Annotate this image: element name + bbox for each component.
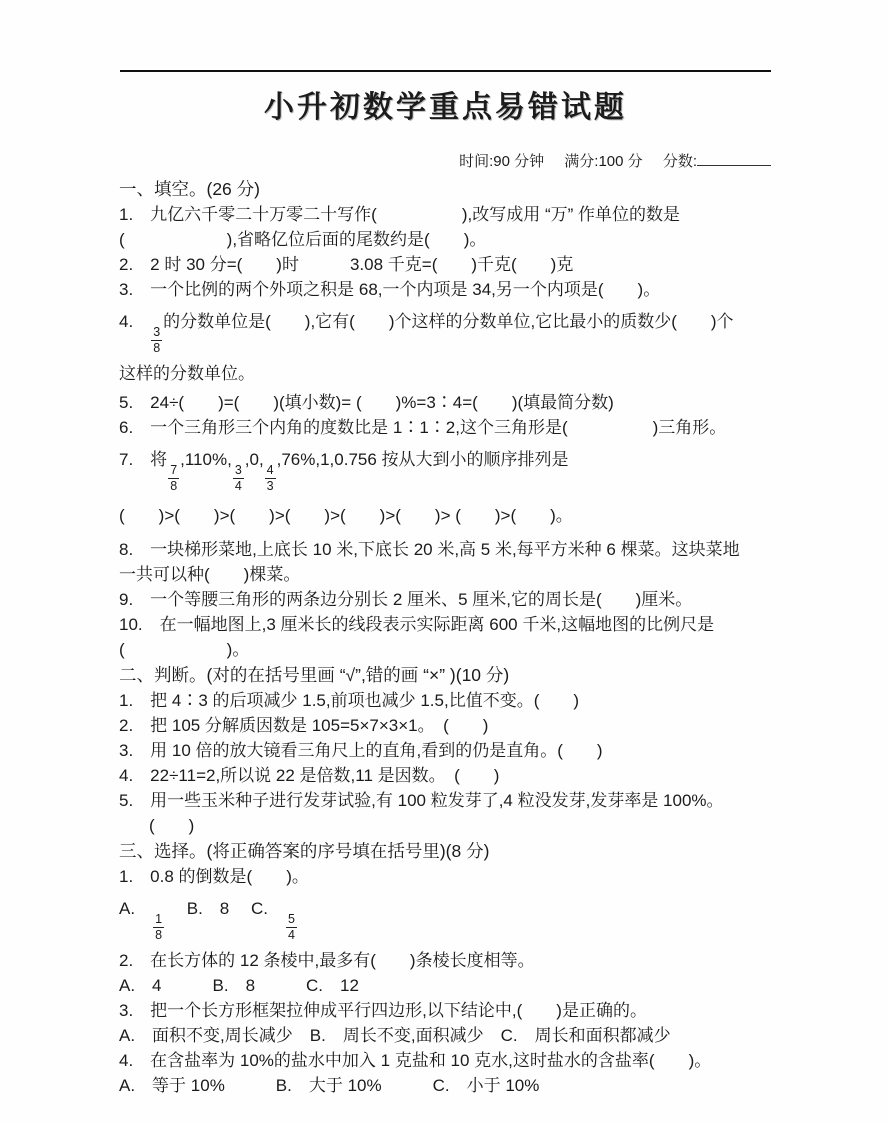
fraction: $\frac{5}{4}$	[287, 912, 295, 942]
score-label: 分数:	[662, 153, 697, 170]
fraction: $\frac{7}{8}$	[170, 463, 178, 493]
full-score-label: 满分:100 分	[564, 153, 643, 170]
choice-q4-options: A. 等于 10% B. 大于 10% C. 小于 10%	[119, 1076, 540, 1095]
fraction: $\frac{3}{4}$	[234, 463, 242, 493]
choice-q2-options: A. 4 B. 8 C. 12	[119, 976, 359, 995]
fill-q9: 9. 一个等腰三角形的两条边分别长 2 厘米、5 厘米,它的周长是( )厘米。	[119, 590, 693, 609]
exam-meta	[120, 150, 771, 171]
exam-body	[119, 176, 787, 1098]
judge-q4: 4. 22÷11=2,所以说 22 是倍数,11 是因数。 ( )	[119, 766, 500, 785]
fraction: $\frac{4}{3}$	[266, 463, 274, 493]
fill-q2: 2. 2 时 30 分=( )时 3.08 千克=( )千克( )克	[119, 255, 574, 274]
fill-q5: 5. 24÷( )=( )(填小数)= ( )%=3∶4=( )(填最简分数)	[119, 393, 614, 412]
fill-q4-line2: 这样的分数单位。	[119, 364, 255, 383]
score-blank	[697, 151, 771, 166]
page-title: 小升初数学重点易错试题	[264, 91, 627, 124]
fill-q7-line1: 7. 将 $\frac{7}{8}$ ,110%, $\frac{3}{4}$ ,0, $\frac{4}{3}$ ,76%,1,0.756 按从大到小的顺序排列是	[119, 450, 569, 493]
choice-q1-options: A. $\frac{1}{8}$ B. 8 C. $\frac{5}{4}$	[119, 899, 295, 942]
fill-q10-line2: ( )。	[119, 640, 250, 659]
fill-q1-line1: 1. 九亿六千零二十万零二十写作( ),改写成用 “万” 作单位的数是	[119, 205, 680, 224]
choice-q4: 4. 在含盐率为 10%的盐水中加入 1 克盐和 10 克水,这时盐水的含盐率( )。	[119, 1051, 712, 1070]
choice-q2: 2. 在长方体的 12 条棱中,最多有( )条棱长度相等。	[119, 951, 535, 970]
judge-q5-line1: 5. 用一些玉米种子进行发芽试验,有 100 粒发芽了,4 粒没发芽,发芽率是 100%。	[119, 791, 724, 810]
fill-q1-line2: ( ),省略亿位后面的尾数约是( )。	[119, 230, 487, 249]
fill-q6: 6. 一个三角形三个内角的度数比是 1∶1∶2,这个三角形是( )三角形。	[119, 418, 727, 437]
section-fill-heading: 一、填空。(26 分)	[119, 179, 260, 199]
fill-q10-line1: 10. 在一幅地图上,3 厘米长的线段表示实际距离 600 千米,这幅地图的比例尺是	[119, 615, 715, 634]
section-judge-heading: 二、判断。(对的在括号里画 “√”,错的画 “×” )(10 分)	[119, 665, 510, 685]
judge-q1: 1. 把 4∶3 的后项减少 1.5,前项也减少 1.5,比值不变。( )	[119, 691, 580, 710]
header-divider	[120, 70, 771, 72]
choice-q3: 3. 把一个长方形框架拉伸成平行四边形,以下结论中,( )是正确的。	[119, 1001, 647, 1020]
time-label: 时间:90 分钟	[459, 153, 545, 170]
fraction: $\frac{1}{8}$	[155, 912, 163, 942]
fill-q8-line1: 8. 一块梯形菜地,上底长 10 米,下底长 20 米,高 5 米,每平方米种 6 棵菜。这块菜地	[119, 540, 740, 559]
section-choice-heading: 三、选择。(将正确答案的序号填在括号里)(8 分)	[119, 841, 490, 861]
choice-q3-options: A. 面积不变,周长减少 B. 周长不变,面积减少 C. 周长和面积都减少	[119, 1026, 671, 1045]
judge-q3: 3. 用 10 倍的放大镜看三角尺上的直角,看到的仍是直角。( )	[119, 741, 603, 760]
fill-q7-answer-blanks: ( )>( )>( )>( )>( )>( )> ( )>( )。	[119, 506, 573, 525]
fill-q3: 3. 一个比例的两个外项之积是 68,一个内项是 34,另一个内项是( )。	[119, 280, 661, 299]
choice-q1: 1. 0.8 的倒数是( )。	[119, 867, 309, 886]
judge-q5-answer: ( )	[149, 816, 195, 835]
fill-q8-line2: 一共可以种( )棵菜。	[119, 565, 301, 584]
judge-q2: 2. 把 105 分解质因数是 105=5×7×3×1。 ( )	[119, 716, 489, 735]
fraction: $\frac{3}{8}$	[153, 325, 161, 355]
fill-q4-line1: 4. $\frac{3}{8}$ 的分数单位是( ),它有( )个这样的分数单位,它比最小的质数少( )个	[119, 312, 734, 355]
